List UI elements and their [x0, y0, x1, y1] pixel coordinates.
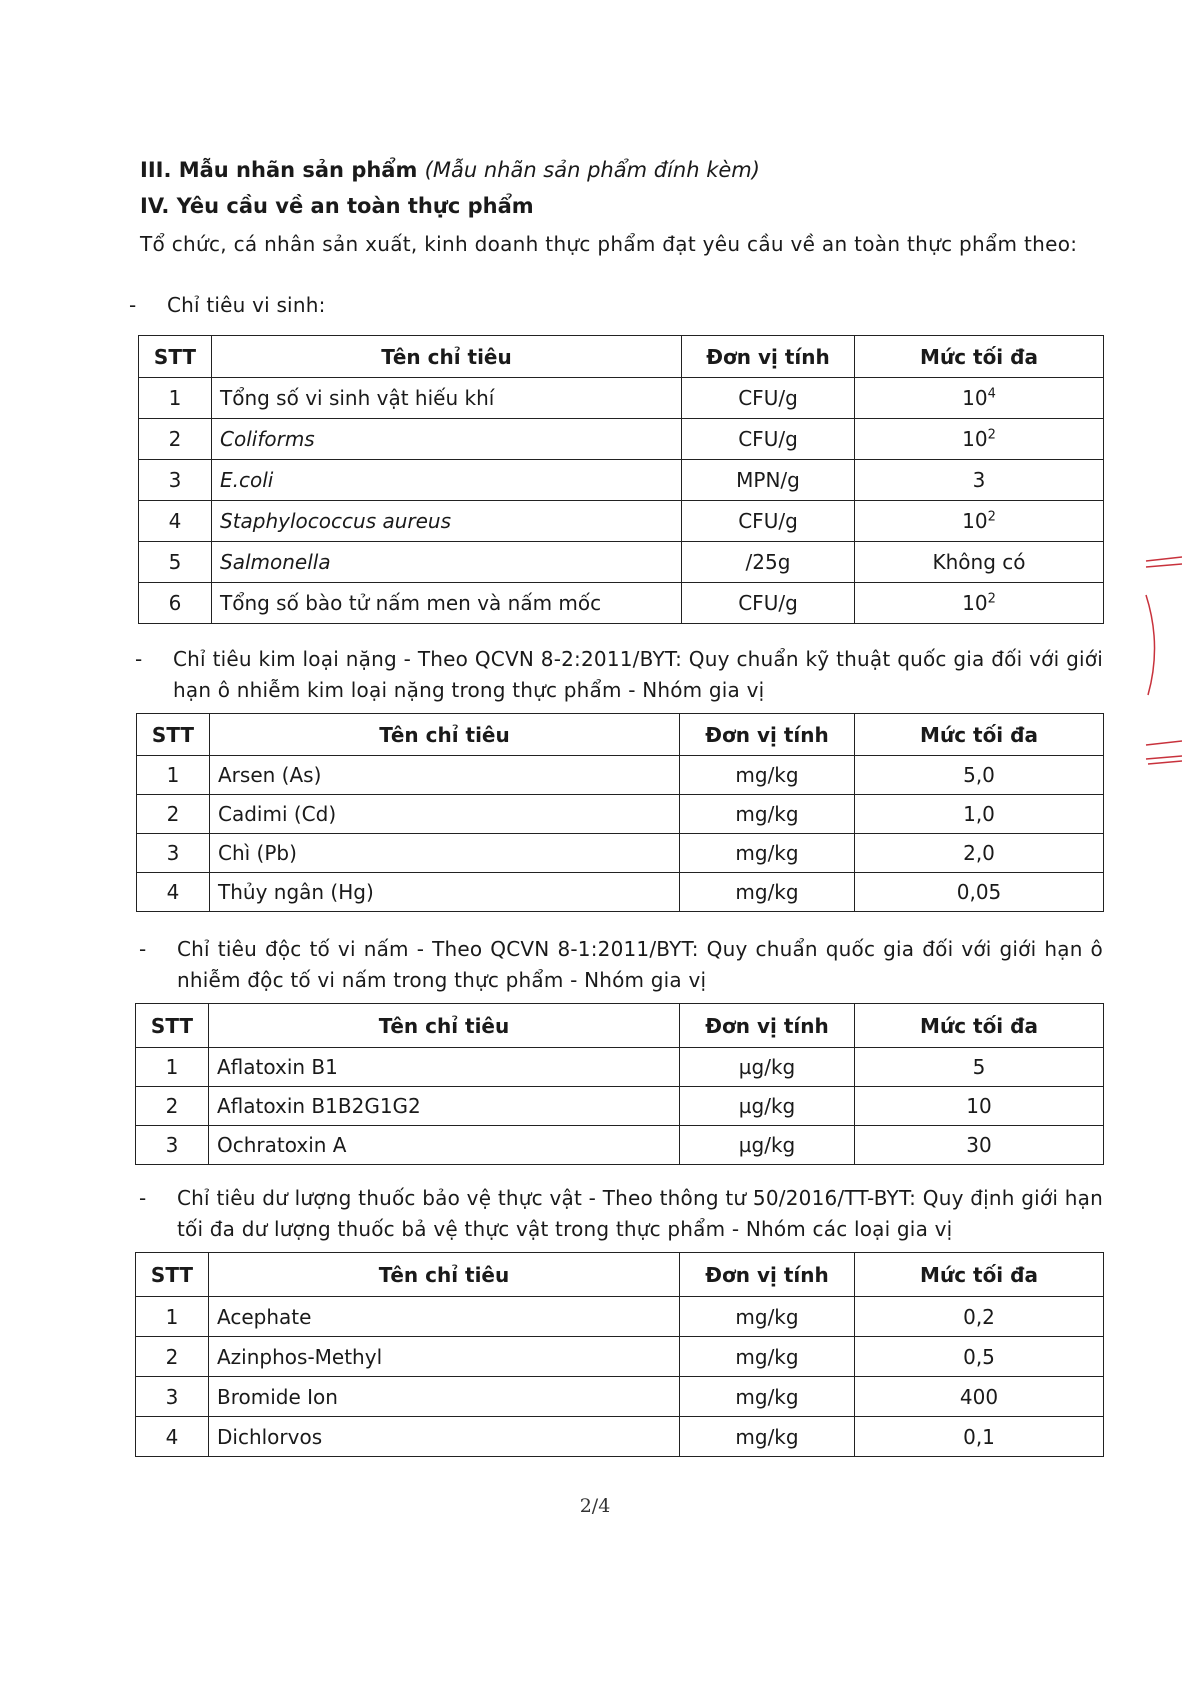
header-max: Mức tối đa	[855, 1253, 1104, 1297]
table-row	[136, 1087, 1104, 1126]
max-value: Không có	[932, 550, 1026, 574]
mycotoxin-caption: - Chỉ tiêu độc tố vi nấm - Theo QCVN 8-1:2011/BYT: Quy chuẩn quốc gia đối với giới hạn ô nhiễm độc tố vi nấm trong thực phẩm - Nhóm gia vị	[139, 937, 1103, 992]
page-number: 2/4	[579, 1495, 611, 1517]
row-max: 5	[855, 1048, 1104, 1087]
row-unit: mg/kg	[680, 795, 855, 834]
row-max: 1,0	[855, 795, 1104, 834]
row-unit: CFU/g	[682, 583, 855, 624]
row-max: 5,0	[855, 756, 1104, 795]
row-max	[855, 378, 1104, 419]
row-unit: CFU/g	[682, 378, 855, 419]
row-stt: 4	[137, 873, 210, 912]
row-stt: 2	[139, 419, 212, 460]
section-3-title: III. Mẫu nhãn sản phẩm	[140, 158, 418, 182]
header-max: Mức tối đa	[855, 336, 1104, 378]
row-name: E.coli	[212, 460, 682, 501]
section-4-heading: IV. Yêu cầu về an toàn thực phẩm	[140, 194, 534, 218]
header-name: Tên chỉ tiêu	[209, 1253, 680, 1297]
row-unit: mg/kg	[680, 1417, 855, 1457]
row-stt: 3	[136, 1126, 209, 1165]
header-name: Tên chỉ tiêu	[212, 336, 682, 378]
stamp-fragment-icon	[1142, 555, 1182, 785]
row-name: Thủy ngân (Hg)	[210, 873, 680, 912]
max-exponent: 2	[987, 427, 996, 443]
max-value: 10	[962, 386, 988, 410]
section-3-heading	[140, 158, 760, 182]
row-unit: mg/kg	[680, 873, 855, 912]
header-stt: STT	[136, 1004, 209, 1048]
row-unit: /25g	[682, 542, 855, 583]
section-3-note: (Mẫu nhãn sản phẩm đính kèm)	[424, 158, 760, 182]
pesticide-caption-text: Chỉ tiêu dư lượng thuốc bảo vệ thực vật - Theo thông tư 50/2016/TT-BYT: Quy định giới hạn tối đa dư lượng thuốc bả vệ thực vật trong thực phẩm - Nhóm các loại gia vị	[177, 1186, 1103, 1241]
row-name: Azinphos-Methyl	[209, 1337, 680, 1377]
row-unit: mg/kg	[680, 1297, 855, 1337]
row-name: Staphylococcus aureus	[212, 501, 682, 542]
max-value: 10	[962, 509, 988, 533]
row-max	[855, 460, 1104, 501]
table-row	[136, 1297, 1104, 1337]
header-unit: Đơn vị tính	[680, 1004, 855, 1048]
max-exponent: 4	[987, 386, 996, 402]
table-row	[139, 501, 1104, 542]
row-max: 2,0	[855, 834, 1104, 873]
row-max	[855, 501, 1104, 542]
table-row	[137, 756, 1104, 795]
table-row	[139, 460, 1104, 501]
row-stt: 2	[137, 795, 210, 834]
micro-caption: - Chỉ tiêu vi sinh:	[129, 293, 326, 317]
row-stt: 5	[139, 542, 212, 583]
row-max: 30	[855, 1126, 1104, 1165]
table-row	[136, 1417, 1104, 1457]
row-max	[855, 419, 1104, 460]
max-value: 10	[962, 427, 988, 451]
row-max: 0,5	[855, 1337, 1104, 1377]
micro-header-row	[139, 336, 1104, 378]
table-row	[137, 795, 1104, 834]
row-name: Aflatoxin B1	[209, 1048, 680, 1087]
row-name: Dichlorvos	[209, 1417, 680, 1457]
row-unit: mg/kg	[680, 756, 855, 795]
row-unit: mg/kg	[680, 834, 855, 873]
table-row	[136, 1048, 1104, 1087]
mycotoxin-table	[135, 1003, 1104, 1165]
header-unit: Đơn vị tính	[680, 1253, 855, 1297]
table-row	[136, 1377, 1104, 1417]
row-stt: 2	[136, 1337, 209, 1377]
row-max: 0,1	[855, 1417, 1104, 1457]
header-stt: STT	[139, 336, 212, 378]
metal-caption-text: Chỉ tiêu kim loại nặng - Theo QCVN 8-2:2011/BYT: Quy chuẩn kỹ thuật quốc gia đối với giới hạn ô nhiễm kim loại nặng trong thực phẩm - Nhóm gia vị	[173, 647, 1103, 702]
row-max	[855, 583, 1104, 624]
row-name: Aflatoxin B1B2G1G2	[209, 1087, 680, 1126]
table-row	[139, 542, 1104, 583]
header-unit: Đơn vị tính	[682, 336, 855, 378]
table-row	[136, 1337, 1104, 1377]
metal-header-row	[137, 714, 1104, 756]
row-stt: 3	[136, 1377, 209, 1417]
row-unit: MPN/g	[682, 460, 855, 501]
row-stt: 1	[136, 1048, 209, 1087]
max-exponent: 2	[987, 591, 996, 607]
row-name: Arsen (As)	[210, 756, 680, 795]
mycotoxin-caption-text: Chỉ tiêu độc tố vi nấm - Theo QCVN 8-1:2011/BYT: Quy chuẩn quốc gia đối với giới hạn ô nhiễm độc tố vi nấm trong thực phẩm - Nhóm gia vị	[177, 937, 1103, 992]
row-max: 0,2	[855, 1297, 1104, 1337]
row-name: Coliforms	[212, 419, 682, 460]
row-name: Salmonella	[212, 542, 682, 583]
row-max	[855, 542, 1104, 583]
max-exponent: 2	[987, 509, 996, 525]
row-unit: µg/kg	[680, 1048, 855, 1087]
row-name: Acephate	[209, 1297, 680, 1337]
row-unit: mg/kg	[680, 1337, 855, 1377]
max-value: 10	[962, 591, 988, 615]
row-name: Bromide Ion	[209, 1377, 680, 1417]
row-name: Tổng số bào tử nấm men và nấm mốc	[212, 583, 682, 624]
header-unit: Đơn vị tính	[680, 714, 855, 756]
micro-table	[138, 335, 1104, 624]
header-max: Mức tối đa	[855, 714, 1104, 756]
header-name: Tên chỉ tiêu	[209, 1004, 680, 1048]
row-unit: mg/kg	[680, 1377, 855, 1417]
table-row	[139, 378, 1104, 419]
table-row	[139, 583, 1104, 624]
row-stt: 2	[136, 1087, 209, 1126]
row-name: Chì (Pb)	[210, 834, 680, 873]
mycotoxin-header-row	[136, 1004, 1104, 1048]
row-stt: 3	[137, 834, 210, 873]
row-max: 10	[855, 1087, 1104, 1126]
row-max: 0,05	[855, 873, 1104, 912]
table-row	[139, 419, 1104, 460]
row-stt: 4	[136, 1417, 209, 1457]
row-unit: CFU/g	[682, 419, 855, 460]
table-row	[137, 834, 1104, 873]
intro-paragraph: Tổ chức, cá nhân sản xuất, kinh doanh thực phẩm đạt yêu cầu về an toàn thực phẩm theo:	[140, 232, 1078, 256]
row-unit: CFU/g	[682, 501, 855, 542]
table-row	[137, 873, 1104, 912]
row-name: Tổng số vi sinh vật hiếu khí	[212, 378, 682, 419]
row-unit: µg/kg	[680, 1126, 855, 1165]
metal-table	[136, 713, 1104, 912]
row-stt: 3	[139, 460, 212, 501]
header-name: Tên chỉ tiêu	[210, 714, 680, 756]
metal-caption: - Chỉ tiêu kim loại nặng - Theo QCVN 8-2:2011/BYT: Quy chuẩn kỹ thuật quốc gia đối với giới hạn ô nhiễm kim loại nặng trong thực phẩm - Nhóm gia vị	[135, 647, 1103, 702]
row-stt: 1	[136, 1297, 209, 1337]
header-stt: STT	[137, 714, 210, 756]
table-row	[136, 1126, 1104, 1165]
row-stt: 4	[139, 501, 212, 542]
row-stt: 1	[139, 378, 212, 419]
row-stt: 1	[137, 756, 210, 795]
row-stt: 6	[139, 583, 212, 624]
header-stt: STT	[136, 1253, 209, 1297]
pesticide-caption: - Chỉ tiêu dư lượng thuốc bảo vệ thực vật - Theo thông tư 50/2016/TT-BYT: Quy định giới hạn tối đa dư lượng thuốc bả vệ thực vật trong thực phẩm - Nhóm các loại gia vị	[139, 1186, 1103, 1241]
pesticide-header-row	[136, 1253, 1104, 1297]
max-value: 3	[972, 468, 986, 492]
row-name: Ochratoxin A	[209, 1126, 680, 1165]
row-unit: µg/kg	[680, 1087, 855, 1126]
pesticide-table	[135, 1252, 1104, 1457]
micro-caption-text: Chỉ tiêu vi sinh:	[167, 293, 326, 317]
row-max: 400	[855, 1377, 1104, 1417]
header-max: Mức tối đa	[855, 1004, 1104, 1048]
row-name: Cadimi (Cd)	[210, 795, 680, 834]
